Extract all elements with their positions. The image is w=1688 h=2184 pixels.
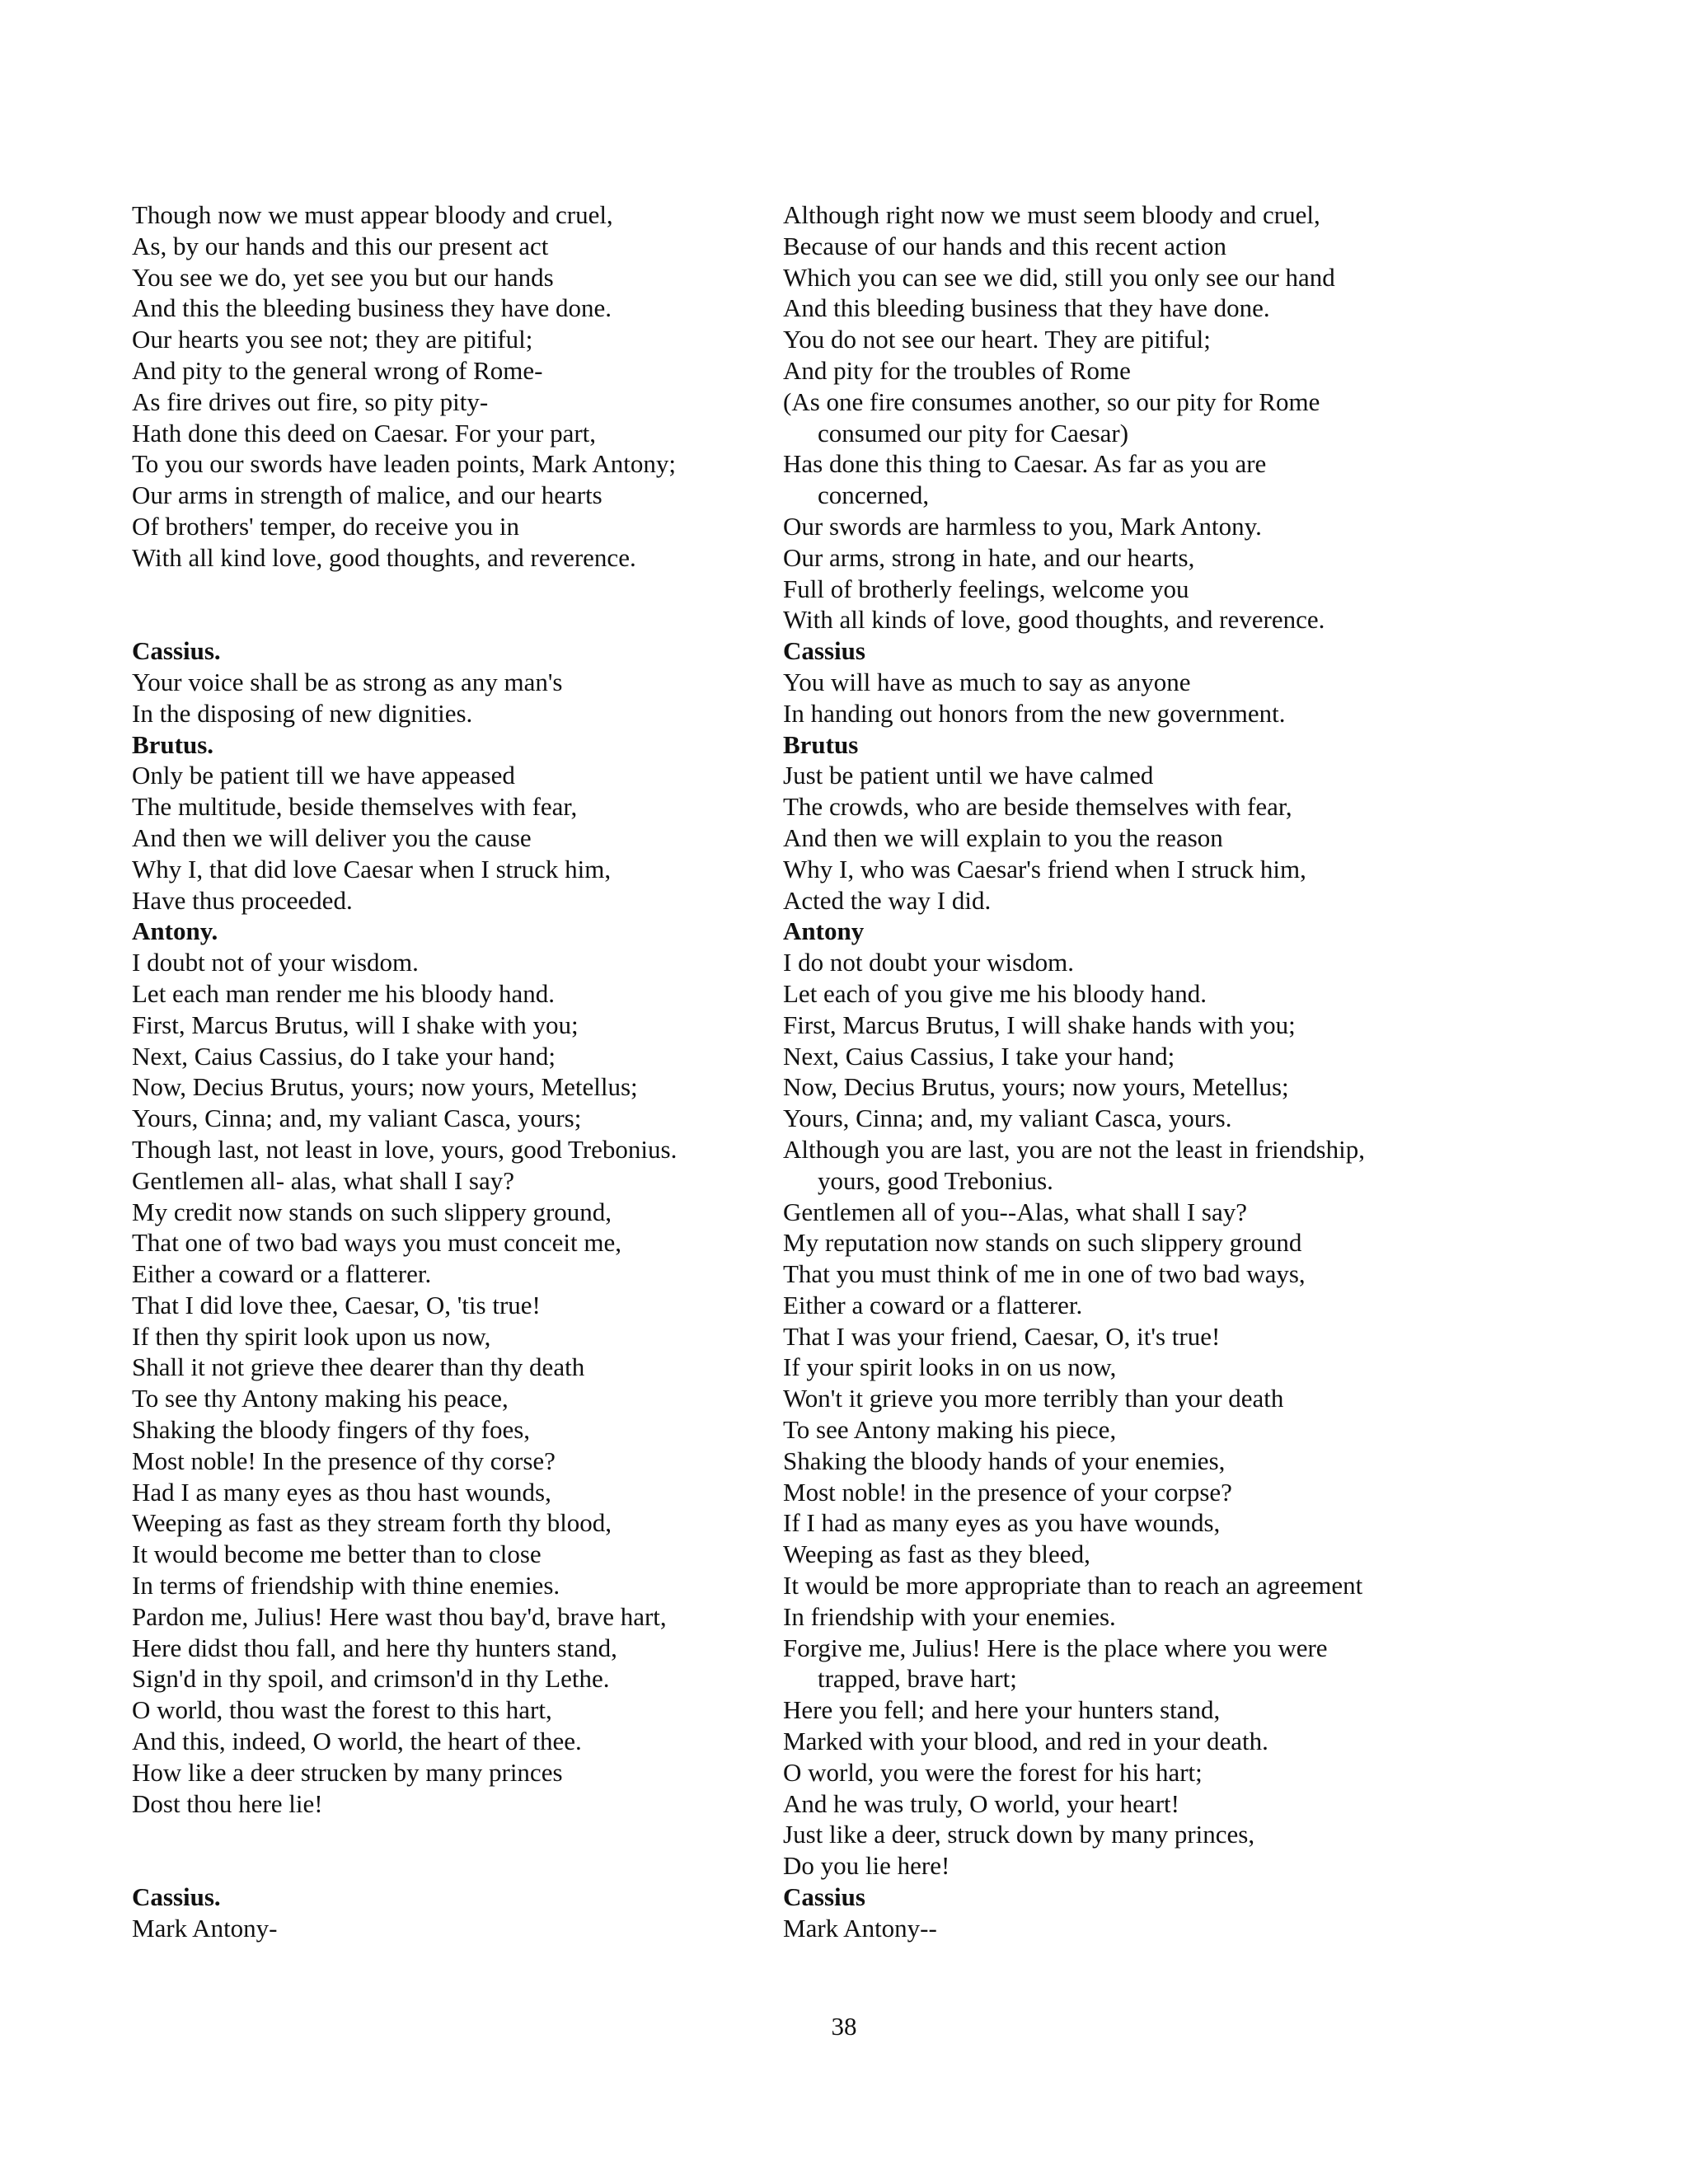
verse-line: To see Antony making his piece, bbox=[783, 1415, 1117, 1445]
verse-line: Sign'd in thy spoil, and crimson'd in thy Lethe. bbox=[132, 1664, 610, 1694]
verse-line: You will have as much to say as anyone bbox=[783, 667, 1191, 696]
verse-line: Because of our hands and this recent action bbox=[783, 231, 1227, 260]
verse-line: In friendship with your enemies. bbox=[783, 1601, 1116, 1631]
verse-line: Acted the way I did. bbox=[783, 885, 992, 915]
verse-line: Of brothers' temper, do receive you in bbox=[132, 511, 520, 541]
blank-line bbox=[132, 1850, 758, 1882]
verse-line: The multitude, beside themselves with fear, bbox=[132, 792, 578, 822]
verse-line: Just be patient until we have calmed bbox=[783, 761, 1154, 790]
verse-line: Most noble! In the presence of thy corse? bbox=[132, 1446, 556, 1475]
verse-line: Hath done this deed on Caesar. For your part, bbox=[132, 418, 597, 448]
verse-line: Yours, Cinna; and, my valiant Casca, yours; bbox=[132, 1104, 582, 1133]
verse-line: First, Marcus Brutus, will I shake with you; bbox=[132, 1010, 579, 1039]
verse-line: O world, you were the forest for his hart; bbox=[783, 1757, 1203, 1787]
verse-line: It would become me better than to close bbox=[132, 1540, 542, 1569]
verse-line: Next, Caius Cassius, I take your hand; bbox=[783, 1041, 1175, 1071]
verse-line: And pity to the general wrong of Rome- bbox=[132, 355, 543, 385]
verse-line: Weeping as fast as they bleed, bbox=[783, 1540, 1090, 1569]
verse-line: Dost thou here lie! bbox=[132, 1788, 323, 1818]
verse-line: Most noble! in the presence of your corpse? bbox=[783, 1477, 1232, 1507]
verse-line: Now, Decius Brutus, yours; now yours, Metellus; bbox=[783, 1072, 1289, 1102]
speaker-name: Cassius. bbox=[132, 636, 221, 666]
verse-line: Full of brotherly feelings, welcome you bbox=[783, 574, 1189, 603]
verse-line: Why I, that did love Caesar when I struck him, bbox=[132, 854, 612, 883]
verse-line: In handing out honors from the new government. bbox=[783, 698, 1286, 728]
verse-line: Had I as many eyes as thou hast wounds, bbox=[132, 1477, 551, 1507]
verse-line: Shaking the bloody hands of your enemies, bbox=[783, 1446, 1226, 1475]
verse-line: (As one fire consumes another, so our pity for Rome bbox=[783, 387, 1320, 416]
verse-line: Just like a deer, struck down by many princes, bbox=[783, 1820, 1255, 1849]
verse-line: Do you lie here! bbox=[783, 1851, 950, 1881]
verse-line: As fire drives out fire, so pity pity- bbox=[132, 387, 489, 416]
page-number: 38 bbox=[831, 2012, 857, 2041]
verse-line: How like a deer strucken by many princes bbox=[132, 1757, 563, 1787]
verse-line: Here you fell; and here your hunters stand, bbox=[783, 1695, 1221, 1725]
verse-line: consumed our pity for Caesar) bbox=[818, 418, 1129, 448]
verse-line: Mark Antony-- bbox=[783, 1913, 937, 1943]
verse-line: Won't it grieve you more terribly than your death bbox=[783, 1384, 1284, 1413]
verse-line: I doubt not of your wisdom. bbox=[132, 948, 419, 977]
verse-line: Have thus proceeded. bbox=[132, 885, 353, 915]
verse-line: Our arms in strength of malice, and our hearts bbox=[132, 480, 603, 510]
verse-line: Has done this thing to Caesar. As far as you are bbox=[783, 449, 1267, 479]
verse-line: Your voice shall be as strong as any man's bbox=[132, 667, 563, 696]
speaker-name: Brutus bbox=[783, 729, 859, 759]
verse-line: I do not doubt your wisdom. bbox=[783, 948, 1075, 977]
verse-line: And this the bleeding business they have done. bbox=[132, 293, 612, 323]
verse-line: Although you are last, you are not the least in friendship, bbox=[783, 1134, 1365, 1164]
verse-line: The crowds, who are beside themselves with fear, bbox=[783, 792, 1292, 822]
verse-line: Mark Antony- bbox=[132, 1913, 278, 1943]
verse-line: Our hearts you see not; they are pitiful; bbox=[132, 325, 533, 354]
verse-line: Yours, Cinna; and, my valiant Casca, yours. bbox=[783, 1104, 1232, 1133]
speaker-name: Cassius bbox=[783, 636, 865, 666]
verse-line: First, Marcus Brutus, I will shake hands with you; bbox=[783, 1010, 1296, 1039]
verse-line: You see we do, yet see you but our hands bbox=[132, 262, 554, 292]
verse-line: Now, Decius Brutus, yours; now yours, Metellus; bbox=[132, 1072, 638, 1102]
verse-line: Gentlemen all- alas, what shall I say? bbox=[132, 1165, 514, 1195]
verse-line: Why I, who was Caesar's friend when I struck him, bbox=[783, 854, 1306, 883]
blank-line bbox=[132, 574, 758, 605]
verse-line: And pity for the troubles of Rome bbox=[783, 355, 1131, 385]
verse-line: Forgive me, Julius! Here is the place where you were bbox=[783, 1633, 1328, 1662]
speaker-name: Antony. bbox=[132, 916, 218, 946]
verse-line: In terms of friendship with thine enemies. bbox=[132, 1571, 560, 1601]
verse-line: Our arms, strong in hate, and our hearts, bbox=[783, 542, 1195, 572]
verse-line: And then we will deliver you the cause bbox=[132, 823, 532, 852]
verse-line: That I was your friend, Caesar, O, it's true! bbox=[783, 1321, 1221, 1351]
verse-line: yours, good Trebonius. bbox=[818, 1165, 1053, 1195]
verse-line: If your spirit looks in on us now, bbox=[783, 1352, 1117, 1382]
verse-line: As, by our hands and this our present act bbox=[132, 231, 549, 260]
verse-line: Marked with your blood, and red in your death. bbox=[783, 1727, 1268, 1756]
verse-line: That you must think of me in one of two bad ways, bbox=[783, 1259, 1306, 1289]
verse-line: Which you can see we did, still you only see our hand bbox=[783, 262, 1335, 292]
original-text-column bbox=[132, 199, 758, 1944]
verse-line: That one of two bad ways you must conceit me, bbox=[132, 1228, 622, 1258]
verse-line: O world, thou wast the forest to this hart, bbox=[132, 1695, 552, 1725]
verse-line: Weeping as fast as they stream forth thy blood, bbox=[132, 1508, 612, 1538]
verse-line: Either a coward or a flatterer. bbox=[132, 1259, 432, 1289]
verse-line: Gentlemen all of you--Alas, what shall I say? bbox=[783, 1197, 1247, 1226]
verse-line: In the disposing of new dignities. bbox=[132, 698, 473, 728]
verse-line: Though now we must appear bloody and cruel, bbox=[132, 200, 613, 229]
verse-line: Here didst thou fall, and here thy hunters stand, bbox=[132, 1633, 617, 1662]
verse-line: Let each man render me his bloody hand. bbox=[132, 978, 556, 1008]
modern-translation-column bbox=[783, 199, 1459, 1944]
verse-line: And this, indeed, O world, the heart of thee. bbox=[132, 1727, 582, 1756]
verse-line: My reputation now stands on such slippery ground bbox=[783, 1228, 1302, 1258]
verse-line: And this bleeding business that they have done. bbox=[783, 293, 1270, 323]
verse-line: Our swords are harmless to you, Mark Antony. bbox=[783, 511, 1262, 541]
speaker-name: Cassius bbox=[783, 1882, 865, 1912]
verse-line: Shall it not grieve thee dearer than thy death bbox=[132, 1352, 585, 1382]
verse-line: Although right now we must seem bloody and cruel, bbox=[783, 200, 1320, 229]
blank-line bbox=[132, 604, 758, 635]
verse-line: Shaking the bloody fingers of thy foes, bbox=[132, 1415, 531, 1445]
verse-line: With all kind love, good thoughts, and reverence. bbox=[132, 542, 636, 572]
verse-line: That I did love thee, Caesar, O, 'tis true! bbox=[132, 1290, 541, 1319]
verse-line: Either a coward or a flatterer. bbox=[783, 1290, 1083, 1319]
verse-line: And he was truly, O world, your heart! bbox=[783, 1788, 1179, 1818]
verse-line: And then we will explain to you the reason bbox=[783, 823, 1223, 852]
verse-line: To you our swords have leaden points, Mark Antony; bbox=[132, 449, 676, 479]
speaker-name: Antony bbox=[783, 916, 865, 946]
speaker-name: Cassius. bbox=[132, 1882, 221, 1912]
verse-line: If then thy spirit look upon us now, bbox=[132, 1321, 491, 1351]
verse-line: My credit now stands on such slippery ground, bbox=[132, 1197, 612, 1226]
verse-line: You do not see our heart. They are pitiful; bbox=[783, 325, 1211, 354]
verse-line: If I had as many eyes as you have wounds, bbox=[783, 1508, 1221, 1538]
verse-line: Let each of you give me his bloody hand. bbox=[783, 978, 1207, 1008]
verse-line: trapped, brave hart; bbox=[818, 1664, 1017, 1694]
verse-line: It would be more appropriate than to reach an agreement bbox=[783, 1571, 1363, 1601]
blank-line bbox=[132, 1819, 758, 1850]
verse-line: To see thy Antony making his peace, bbox=[132, 1384, 509, 1413]
verse-line: Only be patient till we have appeased bbox=[132, 761, 515, 790]
verse-line: concerned, bbox=[818, 480, 930, 510]
verse-line: With all kinds of love, good thoughts, and reverence. bbox=[783, 605, 1325, 635]
verse-line: Pardon me, Julius! Here wast thou bay'd, brave hart, bbox=[132, 1601, 667, 1631]
verse-line: Next, Caius Cassius, do I take your hand; bbox=[132, 1041, 556, 1071]
verse-line: Though last, not least in love, yours, good Trebonius. bbox=[132, 1134, 678, 1164]
speaker-name: Brutus. bbox=[132, 729, 214, 759]
